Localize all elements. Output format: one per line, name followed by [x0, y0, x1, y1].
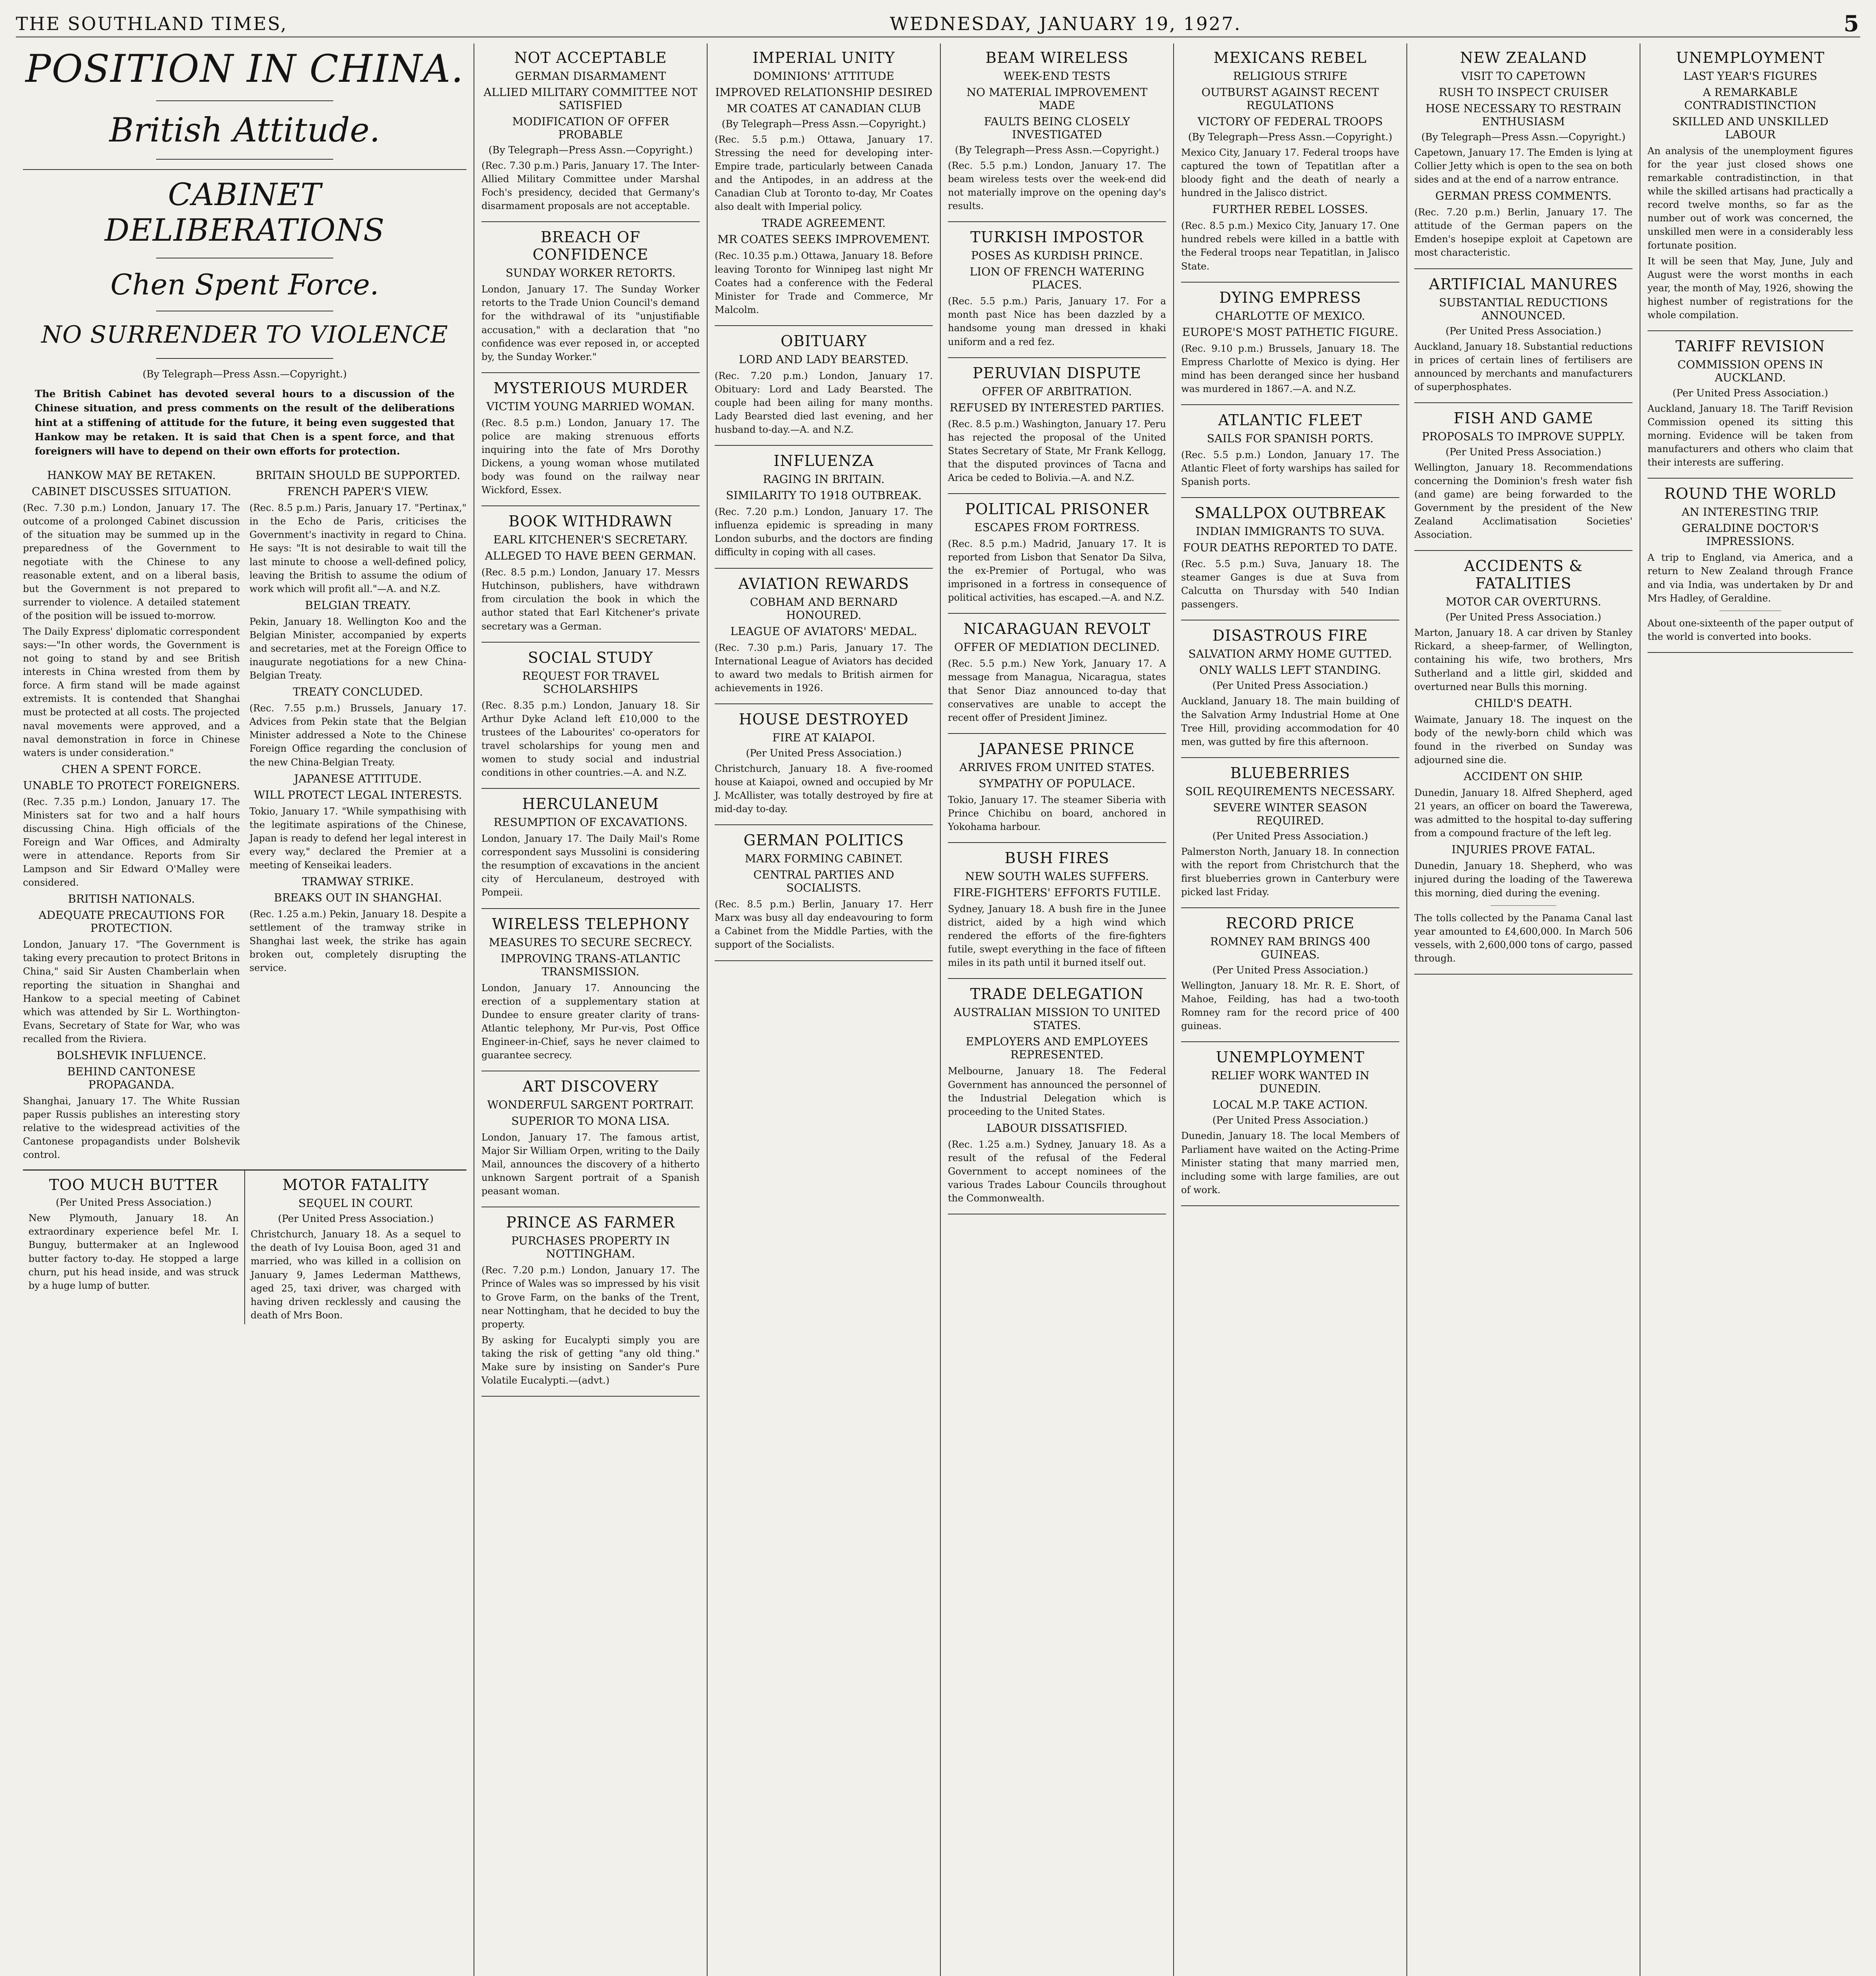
headline: MEXICANS REBEL [1214, 49, 1367, 66]
subhead: LAST YEAR'S FIGURES [1683, 70, 1817, 83]
subhead: RESUMPTION OF EXCAVATIONS. [493, 816, 688, 829]
paragraph: It will be seen that May, June, July and August were the worst months in each year, the month of May, 1926, showing the highest number of registrations for the whole compilation. [1648, 255, 1853, 321]
subhead: SYMPATHY OF POPULACE. [978, 777, 1136, 790]
headline: BOOK WITHDRAWN [508, 513, 673, 530]
article [948, 849, 1166, 979]
subhead: POSES AS KURDISH PRINCE. [971, 249, 1143, 262]
subhead: VICTIM YOUNG MARRIED WOMAN. [486, 400, 695, 413]
subhead: ONLY WALLS LEFT STANDING. [1199, 664, 1381, 677]
credit-line: (Per United Press Association.) [1212, 680, 1368, 692]
subhead: VISIT TO CAPETOWN [1461, 70, 1586, 83]
subhead: FRENCH PAPER'S VIEW. [287, 485, 429, 498]
credit-line: (By Telegraph—Press Assn.—Copyright.) [488, 144, 693, 156]
headline: POLITICAL PRISONER [965, 500, 1149, 518]
subhead: ALLEGED TO HAVE BEEN GERMAN. [485, 549, 696, 563]
subhead: RUSH TO INSPECT CRUISER [1438, 86, 1608, 99]
headline: HERCULANEUM [522, 795, 659, 813]
subhead: CABINET DISCUSSES SITUATION. [32, 485, 231, 498]
credit-line: (Per United Press Association.) [1446, 325, 1601, 337]
article [948, 985, 1166, 1214]
subhead: INDIAN IMMIGRANTS TO SUVA. [1196, 525, 1385, 538]
page-number: 5 [1844, 11, 1860, 37]
bottom-articles [23, 1169, 466, 1324]
article [1414, 557, 1633, 975]
subhead: LORD AND LADY BEARSTED. [739, 353, 909, 366]
paragraph: (Rec. 1.25 a.m.) Pekin, January 18. Despite a settlement of the tramway strike in Shanghai last week, the strike has again broken out, completely disrupting the service. [249, 908, 466, 974]
subhead: REFUSED BY INTERESTED PARTIES. [949, 401, 1164, 414]
paragraph: The tolls collected by the Panama Canal last year amounted to £4,600,000. In March 506 vessels, with 2,600,000 tons of cargo, passed through. [1414, 912, 1633, 964]
credit-line: (By Telegraph—Press Assn.—Copyright.) [1188, 131, 1393, 143]
subhead: SUNDAY WORKER RETORTS. [506, 266, 676, 280]
paragraph: (Rec. 7.30 p.m.) London, January 17. The outcome of a prolonged Cabinet discussion of the situation may be summed up in the preparedness of the Government to negotiate with the Chinese to any reasonable extent, and on a liberal basis, but the Government is not prepared to surrender to violence. A detailed statement of the position will be issued to-morrow. [23, 502, 240, 621]
headline: RECORD PRICE [1226, 914, 1355, 932]
subhead: FAULTS BEING CLOSELY INVESTIGATED [984, 115, 1130, 141]
subhead: OFFER OF MEDIATION DECLINED. [954, 641, 1160, 654]
article [1181, 289, 1399, 405]
headline-cabinet: CABINET DELIBERATIONS [23, 169, 466, 248]
headline: DISASTROUS FIRE [1212, 627, 1368, 645]
article [481, 49, 700, 222]
headline: UNEMPLOYMENT [1215, 1048, 1365, 1066]
paragraph: (Rec. 10.35 p.m.) Ottawa, January 18. Before leaving Toronto for Winnipeg last night Mr Coates had a conference with the Federal Minister for Trade and Commerce, Mr Malcolm. [715, 250, 933, 315]
headline: BEAM WIRELESS [985, 49, 1129, 66]
paragraph: Auckland, January 18. The Tariff Revision Commission opened its sitting this morning. Evidence will be taken from manufacturers and others who claim that their interests are suffering. [1648, 403, 1853, 468]
headline-no-surrender: NO SURRENDER TO VIOLENCE [41, 321, 448, 349]
paragraph: London, January 17. The Daily Mail's Rome correspondent says Mussolini is considering the resumption of excavations in the ancient city of Herculaneum, destroyed with Pompeii. [481, 833, 700, 898]
paragraph: (Rec. 7.20 p.m.) London, January 17. The influenza epidemic is spreading in many London suburbs, and the doctors are finding difficulty in coping with all cases. [715, 506, 933, 558]
paragraph: Sydney, January 18. A bush fire in the Junee district, aided by a high wind which rendered the efforts of the fire-fighters futile, swept everything in the face of fifteen miles in its path until it burned itself out. [948, 903, 1166, 969]
subhead: AN INTERESTING TRIP. [1682, 505, 1819, 519]
subhead: SKILLED AND UNSKILLED LABOUR [1672, 115, 1829, 141]
subhead: WEEK-END TESTS [1003, 70, 1111, 83]
paragraph: Shanghai, January 17. The White Russian paper Russis publishes an interesting story relative to the widespread activities of the Cantonese propagandists under Bolshevik control. [23, 1095, 240, 1161]
subhead: RELIGIOUS STRIFE [1233, 70, 1348, 83]
paragraph: (Rec. 8.5 p.m.) Berlin, January 17. Herr Marx was busy all day endeavouring to form a Cabinet from the Middle Parties, with the support of the Socialists. [715, 899, 933, 950]
headline: SOCIAL STUDY [528, 649, 653, 666]
subhead: OFFER OF ARBITRATION. [982, 385, 1132, 398]
paragraph: Marton, January 18. A car driven by Stanley Rickard, a sheep-farmer, of Wellington, containing his wife, two brothers, Mrs Sutherland and a little girl, skidded and overturned near Bulls this morning. [1414, 627, 1633, 692]
subhead: FOUR DEATHS REPORTED TO DATE. [1183, 541, 1398, 554]
headline: JAPANESE PRINCE [979, 740, 1135, 758]
column-6 [1407, 43, 1640, 1976]
subhead: RELIEF WORK WANTED IN DUNEDIN. [1211, 1069, 1370, 1095]
subhead: LABOUR DISSATISFIED. [986, 1121, 1128, 1135]
headline: MOTOR FATALITY [282, 1176, 429, 1194]
headline-british-attitude: British Attitude. [109, 111, 380, 149]
article [715, 711, 933, 825]
credit-line: (Per United Press Association.) [1672, 387, 1828, 399]
headline: BUSH FIRES [1004, 849, 1110, 867]
article [948, 49, 1166, 222]
article [1181, 411, 1399, 498]
china-body [23, 466, 466, 1164]
headline: SMALLPOX OUTBREAK [1195, 504, 1386, 522]
subhead: LEAGUE OF AVIATORS' MEDAL. [730, 624, 917, 638]
headline: AVIATION REWARDS [738, 575, 910, 592]
paragraph: A trip to England, via America, and a return to New Zealand through France and via India, was undertaken by Dr and Mrs Hadley, of Geraldine. [1648, 552, 1853, 604]
paragraph: (Rec. 8.5 p.m.) Mexico City, January 17. One hundred rebels were killed in a battle with the Federal troops near Tepatitlan, in Jalisco State. [1181, 220, 1399, 272]
article [1181, 504, 1399, 620]
subhead: WONDERFUL SARGENT PORTRAIT. [487, 1098, 694, 1111]
paragraph: (Rec. 5.5 p.m.) New York, January 17. A message from Managua, Nicaragua, states that Senor Diaz announced to-day that conservatives are unable to accept the recent offer of President Jiminez. [948, 658, 1166, 723]
credit-line: (By Telegraph—Press Assn.—Copyright.) [142, 368, 347, 380]
subhead: MARX FORMING CABINET. [745, 852, 903, 865]
headline: WIRELESS TELEPHONY [492, 915, 689, 933]
headline: TURKISH IMPOSTOR [970, 228, 1144, 246]
column-china [16, 43, 474, 1976]
paragraph: (Rec. 7.20 p.m.) London, January 17. The Prince of Wales was so impressed by his visit to Grove Farm, on the banks of the Trent, near Nottingham, that he decided to buy the property. [481, 1265, 700, 1330]
headline: PERUVIAN DISPUTE [972, 364, 1142, 382]
subhead: COMMISSION OPENS IN AUCKLAND. [1677, 358, 1823, 385]
subhead: CENTRAL PARTIES AND SOCIALISTS. [753, 868, 895, 895]
credit-line: (Per United Press Association.) [746, 747, 902, 759]
column-3 [708, 43, 941, 1976]
divider [1491, 905, 1556, 906]
subhead: IMPROVING TRANS-ATLANTIC TRANSMISSION. [500, 952, 681, 978]
paragraph: (Rec. 7.20 p.m.) Berlin, January 17. The attitude of the German papers on the Emden's hosepipe exploit at Capetown are most characteristic. [1414, 207, 1633, 258]
headline: GERMAN POLITICS [744, 832, 904, 849]
headline: PRINCE AS FARMER [506, 1214, 675, 1231]
subhead: SEQUEL IN COURT. [298, 1197, 413, 1210]
paragraph: (Rec. 5.5 p.m.) Ottawa, January 17. Stressing the need for developing inter-Empire trade, particularly between Canada and the Antipodes, in an address at the Canadian Club at Toronto to-day, Mr Coates also dealt with Imperial policy. [715, 134, 933, 213]
subhead: CHEN A SPENT FORCE. [61, 762, 202, 776]
article [1414, 275, 1633, 403]
headline: UNEMPLOYMENT [1676, 49, 1825, 66]
article [481, 228, 700, 373]
paragraph: Auckland, January 18. The main building of the Salvation Army Industrial Home at One Tree Hill, providing accommodation for 40 men, was gutted by fire this afternoon. [1181, 696, 1399, 747]
paragraph: Capetown, January 17. The Emden is lying at Collier Jetty which is open to the sea on both sides and at the end of a narrow entrance. [1414, 147, 1633, 185]
subhead: A REMARKABLE CONTRADISTINCTION [1684, 86, 1817, 112]
paragraph: Mexico City, January 17. Federal troops have captured the town of Tepatitlan after a bloody fight and the death of nearly a hundred in the Jalisco district. [1181, 147, 1399, 199]
paragraph: (Rec. 5.5 p.m.) Suva, January 18. The steamer Ganges is due at Suva from Calcutta on Thursday with 540 Indian passengers. [1181, 558, 1399, 610]
subhead: DOMINIONS' ATTITUDE [753, 70, 895, 83]
paragraph: London, January 17. "The Government is taking every precaution to protect Britons in China," said Sir Austen Chamberlain when reporting the situation in Shanghai and Hankow to a special meeting of Cabinet which was attended by Sir L. Worthington-Evans, Secretary of State for War, who was recalled from the Riviera. [23, 939, 240, 1045]
article [481, 915, 700, 1071]
paragraph: Dunedin, January 18. Shepherd, who was injured during the loading of the Tawerewa this morning, died during the evening. [1414, 860, 1633, 899]
subhead: ADEQUATE PRECAUTIONS FOR PROTECTION. [38, 909, 225, 935]
article [948, 228, 1166, 358]
subhead: INJURIES PROVE FATAL. [1451, 843, 1595, 856]
headline-position-in-china: POSITION IN CHINA. [25, 47, 464, 91]
article [481, 1214, 700, 1397]
column-4 [941, 43, 1174, 1976]
article [715, 452, 933, 568]
subhead: GERMAN PRESS COMMENTS. [1435, 189, 1612, 203]
subhead: BRITISH NATIONALS. [68, 892, 195, 906]
column-7 [1640, 43, 1860, 1976]
credit-line: (Per United Press Association.) [1212, 830, 1368, 842]
subhead: MR COATES AT CANADIAN CLUB [727, 102, 921, 115]
headline: TARIFF REVISION [1675, 338, 1825, 355]
credit-line: (By Telegraph—Press Assn.—Copyright.) [721, 118, 926, 130]
subhead: NO MATERIAL IMPROVEMENT MADE [966, 86, 1147, 112]
divider [156, 358, 334, 359]
subhead: AUSTRALIAN MISSION TO UNITED STATES. [953, 1006, 1161, 1032]
paragraph: Waimate, January 18. The inquest on the body of the newly-born child which was found in the riverbed on Sunday was adjourned sine die. [1414, 714, 1633, 766]
article [715, 832, 933, 961]
paragraph: Palmerston North, January 18. In connection with the report from Christchurch that the first blueberries grown in Canterbury were picked last Friday. [1181, 846, 1399, 898]
article [1648, 485, 1853, 652]
divider [156, 100, 334, 101]
subhead: RAGING IN BRITAIN. [763, 473, 885, 486]
credit-line: (Per United Press Association.) [1212, 1114, 1368, 1126]
paragraph: The Daily Express' diplomatic correspondent says:—"In other words, the Government is not going to stand by and see British interests in China wrested from them by force. A firm stand will be made against extremists. It is contended that Shanghai must be protected at all costs. The projected naval movements were approved, and a naval demonstration in force in Chinese waters is under consideration." [23, 626, 240, 758]
article [481, 513, 700, 642]
lead-paragraph: The British Cabinet has devoted several hours to a discussion of the Chinese situation, and press comments on the result of the deliberations hint at a stiffening of attitude for the future, it being even suggested that Hankow may be retaken. It is said that Chen is a spent force, and that foreigners will have to depend on their own efforts for protection. [35, 388, 455, 457]
subhead: JAPANESE ATTITUDE. [294, 772, 422, 785]
credit-line: (By Telegraph—Press Assn.—Copyright.) [1421, 131, 1626, 143]
subhead: NEW SOUTH WALES SUFFERS. [965, 870, 1149, 883]
credit-line: (Per United Press Association.) [1446, 446, 1601, 458]
subhead: GERMAN DISARMAMENT [515, 70, 666, 83]
paragraph: Dunedin, January 18. Alfred Shepherd, aged 21 years, an officer on board the Tawerewa, was admitted to the hospital to-day suffering from a compound fracture of the left leg. [1414, 787, 1633, 839]
subhead: BELGIAN TREATY. [305, 598, 411, 612]
subhead: MR COATES SEEKS IMPROVEMENT. [717, 233, 930, 246]
paragraph: Tokio, January 17. The steamer Siberia with Prince Chichibu on board, anchored in Yokohama harbour. [948, 794, 1166, 832]
paragraph: (Rec. 8.5 p.m.) London, January 17. Messrs Hutchinson, publishers, have withdrawn from circulation the book in which the author stated that Earl Kitchener's private secretary was a German. [481, 567, 700, 632]
article [715, 575, 933, 704]
headline: DYING EMPRESS [1219, 288, 1361, 306]
subhead: ACCIDENT ON SHIP. [1463, 770, 1583, 783]
article [948, 740, 1166, 843]
subhead: SOIL REQUIREMENTS NECESSARY. [1185, 784, 1395, 798]
headline: HOUSE DESTROYED [739, 710, 909, 728]
subhead: SIMILARITY TO 1918 OUTBREAK. [726, 489, 922, 502]
subhead: WILL PROTECT LEGAL INTERESTS. [253, 788, 462, 801]
subhead: EMPLOYERS AND EMPLOYEES REPRESENTED. [966, 1035, 1148, 1062]
subhead: LOCAL M.P. TAKE ACTION. [1212, 1098, 1368, 1112]
article [948, 364, 1166, 494]
headline: NICARAGUAN REVOLT [963, 620, 1151, 638]
subhead: ARRIVES FROM UNITED STATES. [959, 760, 1155, 774]
article [1181, 764, 1399, 908]
paragraph: Christchurch, January 18. A five-roomed house at Kaiapoi, owned and occupied by Mr J. McAllister, was totally destroyed by fire at mid-day to-day. [715, 763, 933, 815]
masthead-date: WEDNESDAY, JANUARY 19, 1927. [890, 13, 1242, 34]
column-5 [1174, 43, 1407, 1976]
subhead: FIRE-FIGHTERS' EFFORTS FUTILE. [953, 886, 1161, 899]
headline: ROUND THE WORLD [1664, 485, 1836, 503]
headline: ARTIFICIAL MANURES [1429, 275, 1618, 293]
headline: IMPERIAL UNITY [752, 49, 895, 66]
paragraph: London, January 17. The Sunday Worker retorts to the Trade Union Council's demand for the withdrawal of its "unjustifiable accusation," with a declaration that "no confidence was ever reposed in, or accepted by, the Sunday Worker." [481, 284, 700, 362]
paragraph: Wellington, January 18. Mr. R. E. Short, of Mahoe, Feilding, has had a two-tooth Romney ram for the record price of 400 guineas. [1181, 980, 1399, 1032]
article [948, 500, 1166, 614]
subhead: HANKOW MAY BE RETAKEN. [47, 469, 216, 482]
subhead: TRADE AGREEMENT. [762, 217, 886, 230]
article [1414, 409, 1633, 551]
subhead: BREAKS OUT IN SHANGHAI. [274, 891, 442, 904]
subhead: IMPROVED RELATIONSHIP DESIRED [715, 86, 932, 99]
subhead: TREATY CONCLUDED. [293, 685, 423, 699]
paragraph: Wellington, January 18. Recommendations concerning the Dominion's fresh water fish (and game) are being forwarded to the Government by the president of the New Zealand Acclimatisation Societies' Association. [1414, 462, 1633, 541]
subhead: MOTOR CAR OVERTURNS. [1446, 595, 1601, 609]
subhead: GERALDINE DOCTOR'S IMPRESSIONS. [1682, 522, 1819, 548]
subhead: TRAMWAY STRIKE. [302, 875, 414, 888]
subhead: BOLSHEVIK INFLUENCE. [56, 1048, 207, 1062]
paragraph: (Rec. 8.5 p.m.) Paris, January 17. "Pertinax," in the Echo de Paris, criticises the Government's inactivity in regard to China. He says: "It is not desirable to wait till the last minute to choose a well-defined policy, leaving the British to assume the odium of work which will profit all."—A. and N.Z. [249, 502, 466, 594]
masthead-paper: THE SOUTHLAND TIMES, [16, 13, 288, 34]
column-2 [474, 43, 708, 1976]
paragraph: An analysis of the unemployment figures for the year just closed shows one remarkable contradistinction, in that while the skilled artisans had practically a record twelve months, so far as the number out of work was concerned, the unskilled men were in a considerably less fortunate position. [1648, 145, 1853, 251]
masthead [16, 11, 1860, 38]
subhead: MODIFICATION OF OFFER PROBABLE [512, 115, 669, 141]
headline: BREACH OF CONFIDENCE [532, 228, 649, 264]
article [1181, 1048, 1399, 1206]
subhead: SUBSTANTIAL REDUCTIONS ANNOUNCED. [1439, 296, 1608, 322]
subhead: VICTORY OF FEDERAL TROOPS [1197, 115, 1383, 128]
headline: ATLANTIC FLEET [1218, 411, 1363, 429]
article [1181, 914, 1399, 1042]
paragraph: (Rec. 5.5 p.m.) London, January 17. The beam wireless tests over the week-end did not materially improve on the opening day's results. [948, 160, 1166, 212]
paragraph: (Rec. 9.10 p.m.) Brussels, January 18. The Empress Charlotte of Mexico is dying. Her mind has been deranged since her husband was murdered in 1867.—A. and N.Z. [1181, 343, 1399, 394]
headline: ACCIDENTS & FATALITIES [1464, 557, 1583, 592]
headline: NEW ZEALAND [1460, 49, 1587, 66]
subhead: MEASURES TO SECURE SECRECY. [489, 935, 693, 949]
credit-line: (Per United Press Association.) [56, 1197, 211, 1209]
paragraph: About one-sixteenth of the paper output of the world is converted into books. [1648, 617, 1853, 642]
paragraph: (Rec. 5.5 p.m.) Paris, January 17. For a month past Nice has been dazzled by a handsome young man dressed in khaki uniform and a red fez. [948, 296, 1166, 347]
subhead: PURCHASES PROPERTY IN NOTTINGHAM. [511, 1234, 670, 1261]
subhead: COBHAM AND BERNARD HONOURED. [750, 595, 898, 622]
article [1648, 49, 1853, 331]
headline-chen: Chen Spent Force. [110, 268, 379, 301]
headline: OBITUARY [780, 332, 867, 350]
headline: BLUEBERRIES [1230, 764, 1350, 782]
subhead: CHARLOTTE OF MEXICO. [1215, 309, 1365, 322]
article [948, 620, 1166, 733]
paragraph: (Rec. 7.20 p.m.) London, January 17. Obituary: Lord and Lady Bearsted. The couple had been ailing for many months. Lady Bearsted died last evening, and her husband to-day.—A. and N.Z. [715, 370, 933, 436]
subhead: FIRE AT KAIAPOI. [772, 731, 876, 744]
divider [156, 159, 334, 160]
credit-line: (By Telegraph—Press Assn.—Copyright.) [955, 144, 1159, 156]
credit-line: (Per United Press Association.) [1446, 611, 1601, 623]
article [481, 379, 700, 506]
article [1414, 49, 1633, 269]
paragraph: Pekin, January 18. Wellington Koo and the Belgian Minister, accompanied by experts and secretaries, met at the Foreign Office to inaugurate negotiations for a new China-Belgian Treaty. [249, 616, 466, 681]
subhead: ESCAPES FROM FORTRESS. [974, 521, 1140, 534]
subhead: SALVATION ARMY HOME GUTTED. [1188, 647, 1392, 661]
article [715, 332, 933, 446]
subhead: SUPERIOR TO MONA LISA. [511, 1114, 670, 1128]
paragraph: New Plymouth, January 18. An extraordinary experience befel Mr. I. Bunguy, buttermaker at an Inglewood butter factory to-day. He stopped a large churn, put his head inside, and was struck by a huge lump of butter. [28, 1212, 239, 1291]
paragraph: (Rec. 1.25 a.m.) Sydney, January 18. As a result of the refusal of the Federal Government to accept nominees of the various Trades Labour Councils throughout the Commonwealth. [948, 1139, 1166, 1204]
paragraph: (Rec. 5.5 p.m.) London, January 17. The Atlantic Fleet of forty warships has sailed for Spanish ports. [1181, 449, 1399, 488]
subhead: SEVERE WINTER SEASON REQUIRED. [1213, 801, 1368, 827]
advertisement: By asking for Eucalypti simply you are taking the risk of getting "any old thing." Make sure by insisting on Sander's Pure Volatile Eucalypti.—(advt.) [481, 1334, 700, 1386]
headline: FISH AND GAME [1453, 409, 1593, 427]
article [481, 795, 700, 909]
paragraph: (Rec. 8.35 p.m.) London, January 18. Sir Arthur Dyke Acland left £10,000 to the trustees of the Labourites' co-operators for travel scholarships for young men and women to study social and industrial conditions in other countries.—A. and N.Z. [481, 700, 700, 779]
headline: TOO MUCH BUTTER [49, 1176, 218, 1194]
paragraph: (Rec. 8.5 p.m.) Washington, January 17. Peru has rejected the proposal of the United States Secretary of State, Mr Frank Kellogg, that the disputed provinces of Tacna and Arica be ceded to Bolivia.—A. and N.Z. [948, 418, 1166, 483]
subhead: ALLIED MILITARY COMMITTEE NOT SATISFIED [483, 86, 698, 112]
paragraph: London, January 17. Announcing the erection of a supplementary station at Dundee to ensure greater clarity of trans-Atlantic telephony, Mr Pur-vis, Post Office Engineer-in-Chief, says he never claimed to guarantee secrecy. [481, 982, 700, 1061]
paragraph: Tokio, January 17. "While sympathising with the legitimate aspirations of the Chinese, Japan is ready to defend her legal interest in every way," declared the Premier at a meeting of Kenseikai leaders. [249, 805, 466, 871]
article [481, 649, 700, 789]
headline: INFLUENZA [774, 452, 874, 470]
paragraph: Melbourne, January 18. The Federal Government has announced the personnel of the Industrial Delegation which is proceeding to the United States. [948, 1065, 1166, 1117]
subhead: PROPOSALS TO IMPROVE SUPPLY. [1422, 430, 1625, 443]
article [481, 1078, 700, 1207]
headline: MYSTERIOUS MURDER [493, 379, 688, 397]
headline: NOT ACCEPTABLE [514, 49, 667, 66]
article [1181, 49, 1399, 283]
paragraph: Auckland, January 18. Substantial reductions in prices of certain lines of fertilisers are announced by merchants and manufacturers of superphosphates. [1414, 341, 1633, 392]
subhead: SAILS FOR SPANISH PORTS. [1207, 432, 1374, 445]
subhead: BEHIND CANTONESE PROPAGANDA. [67, 1065, 196, 1091]
subhead: HOSE NECESSARY TO RESTRAIN ENTHUSIASM [1425, 102, 1621, 128]
article [1648, 338, 1853, 479]
article [715, 49, 933, 326]
article [1181, 627, 1399, 758]
subhead: REQUEST FOR TRAVEL SCHOLARSHIPS [522, 669, 659, 696]
credit-line: (Per United Press Association.) [278, 1213, 434, 1225]
paragraph: (Rec. 7.55 p.m.) Brussels, January 17. Advices from Pekin state that the Belgian Minister addressed a Note to the Chinese Foreign Office regarding the conclusion of the new China-Belgian Treaty. [249, 703, 466, 768]
subhead: FURTHER REBEL LOSSES. [1212, 203, 1368, 216]
paragraph: (Rec. 7.35 p.m.) London, January 17. The Ministers sat for two and a half hours discussing China. High officials of the Foreign and War Offices, and Admiralty were in attendance. Reports from Sir Lampson and Sir Edward O'Malley were considered. [23, 796, 240, 888]
subhead: ROMNEY RAM BRINGS 400 GUINEAS. [1210, 935, 1370, 962]
paragraph: Christchurch, January 18. As a sequel to the death of Ivy Louisa Boon, aged 31 and married, who was killed in a collision on January 9, James Lederman Matthews, aged 25, taxi driver, was charged with having driven recklessly and causing the death of Mrs Boon. [251, 1229, 461, 1321]
subhead: EARL KITCHENER'S SECRETARY. [493, 533, 688, 547]
subhead: EUROPE'S MOST PATHETIC FIGURE. [1182, 325, 1399, 339]
subhead: CHILD'S DEATH. [1474, 696, 1572, 710]
subhead: UNABLE TO PROTECT FOREIGNERS. [23, 779, 240, 792]
subhead: OUTBURST AGAINST RECENT REGULATIONS [1201, 86, 1379, 112]
credit-line: (Per United Press Association.) [1212, 964, 1368, 976]
paragraph: Dunedin, January 18. The local Members of Parliament have waited on the Acting-Prime Minister stating that many married men, including some with large families, are out of work. [1181, 1130, 1399, 1195]
paragraph: (Rec. 8.5 p.m.) Madrid, January 17. It is reported from Lisbon that Senator Da Silva, the ex-Premier of Portugal, who was imprisoned in a fortress in consequence of political activities, has escaped.—A. and N.Z. [948, 538, 1166, 603]
subhead: LION OF FRENCH WATERING PLACES. [970, 265, 1144, 292]
paragraph: (Rec. 8.5 p.m.) London, January 17. The police are making strenuous efforts inquiring into the fate of Mrs Dorothy Dickens, a young woman whose mutilated body was found on the railway near Wickford, Essex. [481, 417, 700, 496]
paragraph: (Rec. 7.30 p.m.) Paris, January 17. The Inter-Allied Military Committee under Marshal Foch's presidency, decided that Germany's disarmament proposals are not acceptable. [481, 160, 700, 212]
headline: ART DISCOVERY [522, 1077, 659, 1095]
subhead: BRITAIN SHOULD BE SUPPORTED. [255, 469, 461, 482]
paragraph: (Rec. 7.30 p.m.) Paris, January 17. The International League of Aviators has decided to award two medals to British airmen for achievements in 1926. [715, 642, 933, 694]
paragraph: London, January 17. The famous artist, Major Sir William Orpen, writing to the Daily Mail, announces the discovery of a hitherto unknown Sargent portrait of a Spanish peasant woman. [481, 1131, 700, 1197]
headline: TRADE DELEGATION [970, 985, 1144, 1003]
